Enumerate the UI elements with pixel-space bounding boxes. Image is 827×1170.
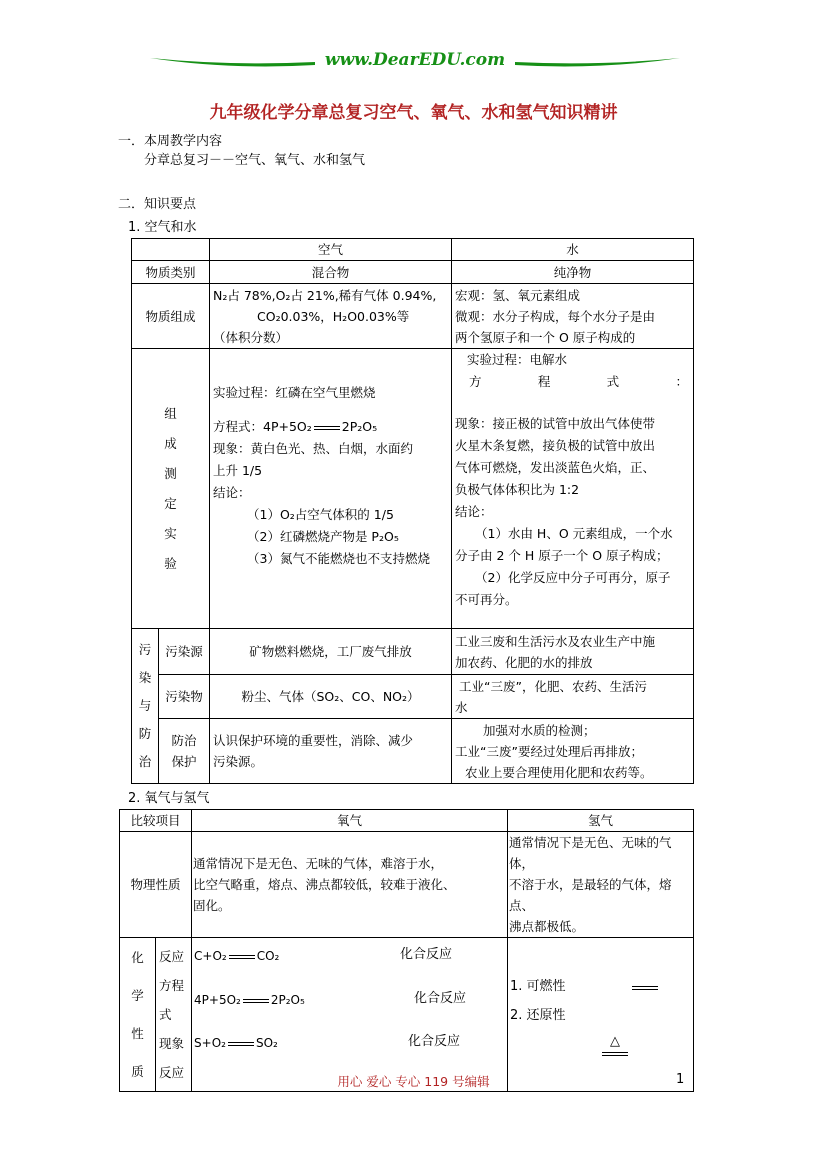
water-eq-char: ： xyxy=(675,374,688,389)
o2-phys-line2: 比空气略重，熔点、沸点都较低，较难于液化、 xyxy=(193,877,456,892)
air-source: 矿物燃料燃烧，工厂废气排放 xyxy=(210,629,452,675)
equals-icon xyxy=(229,955,255,959)
water-protect-line2: 工业“三废”要经过处理后再排放； xyxy=(455,743,643,759)
exp-label-char: 验 xyxy=(164,555,177,571)
page-number: 1 xyxy=(676,1072,685,1087)
equals-icon xyxy=(228,1042,254,1046)
site-logo xyxy=(150,48,680,78)
equals-icon xyxy=(632,986,658,990)
row-label-experiment xyxy=(132,349,210,629)
pollution-label-char: 染 xyxy=(138,670,152,685)
water-exp-conclusion: 结论： xyxy=(455,504,493,519)
water-eq-char: 式 xyxy=(606,374,620,389)
water-source-line2: 加农药、化肥的水的排放 xyxy=(455,654,593,670)
r2-type: 化合反应 xyxy=(414,991,467,1006)
oxygen-hydrogen-table xyxy=(119,809,694,1092)
equals-icon xyxy=(602,1052,628,1056)
header-compare: 比较项目 xyxy=(120,810,192,832)
air-pollutant: 粉尘、气体（SO₂、CO、NO₂） xyxy=(210,675,452,719)
water-source xyxy=(452,629,694,675)
air-eq-left: 方程式：4P+5O₂ xyxy=(213,419,312,434)
pollution-label-char: 污 xyxy=(138,642,152,657)
water-exp-c3: （2）化学反应中分子可再分，原子 xyxy=(475,570,671,585)
header-air: 空气 xyxy=(210,239,452,261)
water-exp-equation xyxy=(455,371,690,393)
r3-type: 化合反应 xyxy=(408,1034,461,1049)
o2-reaction-2 xyxy=(194,990,305,1011)
water-exp-phenomenon-1: 现象：接正极的试管中放出气体使带 xyxy=(455,416,656,431)
equals-icon xyxy=(314,426,340,430)
air-exp-phenomenon-2: 上升 1/5 xyxy=(213,463,263,478)
r1-left: C+O₂ xyxy=(194,949,227,963)
subsection-1-heading: 1. 空气和水 xyxy=(128,220,197,235)
o2-reaction-1 xyxy=(194,946,279,967)
water-protect-line3: 农业上要合理使用化肥和农药等。 xyxy=(465,764,653,780)
air-protect-line1: 认识保护环境的重要性，消除、减少 xyxy=(213,733,414,748)
chem-sub-char: 现象 xyxy=(159,1036,185,1051)
pollution-label-char: 治 xyxy=(138,754,152,769)
water-exp-c2: 分子由 2 个 H 原子一个 O 原子构成； xyxy=(455,548,669,563)
label-source: 污染源 xyxy=(159,629,210,675)
water-exp-phenomenon-3: 气体可燃烧，发出淡蓝色火焰，正、 xyxy=(455,460,656,475)
header-water: 水 xyxy=(452,239,694,261)
heat-triangle-icon: △ xyxy=(610,1034,621,1049)
water-protect-line1: 加强对水质的检测； xyxy=(483,722,596,738)
water-pollutant xyxy=(452,675,694,719)
air-exp-equation xyxy=(213,416,448,438)
air-experiment xyxy=(210,349,452,629)
exp-label-char: 成 xyxy=(164,435,177,451)
chem-sub-char: 反应 xyxy=(159,1065,185,1080)
water-experiment xyxy=(452,349,694,629)
air-exp-conclusion: 结论： xyxy=(213,485,251,500)
water-exp-c4: 不可再分。 xyxy=(455,592,518,607)
o2-reaction-3 xyxy=(194,1033,278,1054)
section-1-heading: 一．本周教学内容 xyxy=(118,134,223,149)
pollution-label-char: 防 xyxy=(138,726,152,741)
exp-label-char: 组 xyxy=(164,405,177,421)
footer-text: 用心 爱心 专心 119 号编辑 xyxy=(337,1074,490,1089)
water-comp-line3: 两个氢原子和一个 O 原子构成的 xyxy=(455,329,636,345)
water-exp-process: 实验过程：电解水 xyxy=(467,352,568,367)
chem-label-char: 学 xyxy=(131,987,144,1003)
water-eq-char: 程 xyxy=(537,374,551,389)
water-eq-char: 方 xyxy=(469,374,482,389)
air-comp-line2: CO₂0.03%，H₂O0.03%等 xyxy=(257,308,410,324)
air-exp-c2: （2）红磷燃烧产物是 P₂O₅ xyxy=(247,529,399,544)
chem-sub-label xyxy=(156,938,192,1092)
pollution-label-char: 与 xyxy=(138,698,152,713)
oxygen-chemical xyxy=(192,938,508,1092)
chem-sub-char: 方程 xyxy=(159,978,185,993)
water-exp-c1: （1）水由 H、O 元素组成，一个水 xyxy=(475,526,673,541)
r2-left: 4P+5O₂ xyxy=(194,993,241,1007)
chem-sub-char: 式 xyxy=(159,1007,172,1022)
row-label-pollution xyxy=(132,629,159,784)
water-comp-line1: 宏观：氢、氧元素组成 xyxy=(455,287,581,303)
water-protect xyxy=(452,719,694,784)
protect-label-line2: 保护 xyxy=(171,754,197,769)
exp-label-char: 实 xyxy=(164,525,177,541)
r1-right: CO₂ xyxy=(256,949,280,963)
water-pollutant-line1: 工业“三废”，化肥、农药、生活污 xyxy=(459,678,647,694)
water-type: 纯净物 xyxy=(452,261,694,284)
water-exp-phenomenon-2: 火星木条复燃，接负极的试管中放出 xyxy=(455,438,656,453)
air-exp-phenomenon-1: 现象：黄白色光、热、白烟，水面约 xyxy=(213,441,414,456)
chem-label-char: 化 xyxy=(131,949,144,965)
oxygen-physical xyxy=(192,832,508,938)
air-composition xyxy=(210,284,452,349)
air-type: 混合物 xyxy=(210,261,452,284)
air-protect-line2: 污染源。 xyxy=(213,754,264,769)
r3-right: SO₂ xyxy=(255,1036,278,1050)
label-protect xyxy=(159,719,210,784)
r1-type: 化合反应 xyxy=(400,947,453,962)
r3-left: S+O₂ xyxy=(194,1036,226,1050)
exp-label-char: 定 xyxy=(164,495,177,511)
row-label-chemical xyxy=(120,938,156,1092)
hydrogen-chemical xyxy=(508,938,694,1092)
air-protect xyxy=(210,719,452,784)
header-oxygen: 氧气 xyxy=(192,810,508,832)
exp-label-char: 测 xyxy=(164,465,177,481)
air-comp-line3: （体积分数） xyxy=(213,329,289,345)
subsection-2-heading: 2. 氧气与氢气 xyxy=(128,791,210,806)
air-comp-line1: N₂占 78%,O₂占 21%,稀有气体 0.94%, xyxy=(213,287,437,303)
air-exp-c3: （3）氮气不能燃烧也不支持燃烧 xyxy=(247,551,430,566)
row-label-composition: 物质组成 xyxy=(132,284,210,349)
water-source-line1: 工业三废和生活污水及农业生产中施 xyxy=(455,633,656,649)
section-1-content: 分章总复习－－空气、氧气、水和氢气 xyxy=(144,153,366,168)
water-composition xyxy=(452,284,694,349)
h2-phys-line2: 不溶于水，是最轻的气体，熔点、 xyxy=(509,877,672,913)
water-exp-phenomenon-4: 负极气体体积比为 1:2 xyxy=(455,482,580,497)
protect-label-line1: 防治 xyxy=(171,733,197,748)
row-label-type: 物质类别 xyxy=(132,261,210,284)
h2-phys-line1: 通常情况下是无色、无味的气体， xyxy=(509,835,672,871)
header-empty-cell xyxy=(132,239,210,261)
h2-property-1: 1. 可燃性 xyxy=(510,979,566,994)
air-water-table xyxy=(131,238,694,784)
air-exp-c1: （1）O₂占空气体积的 1/5 xyxy=(247,507,394,522)
r2-right: 2P₂O₅ xyxy=(270,993,305,1007)
row-label-physical: 物理性质 xyxy=(120,832,192,938)
air-exp-process: 实验过程：红磷在空气里燃烧 xyxy=(213,385,376,400)
h2-phys-line3: 沸点都极低。 xyxy=(509,919,585,934)
o2-phys-line3: 固化。 xyxy=(193,898,231,913)
chem-sub-char: 反应 xyxy=(159,949,185,964)
water-comp-line2: 微观：水分子构成，每个水分子是由 xyxy=(455,308,656,324)
label-pollutant: 污染物 xyxy=(159,675,210,719)
water-pollutant-line2: 水 xyxy=(455,699,468,715)
chem-label-char: 质 xyxy=(131,1063,144,1079)
equals-icon xyxy=(243,999,269,1003)
hydrogen-physical xyxy=(508,832,694,938)
o2-phys-line1: 通常情况下是无色、无味的气体，难溶于水， xyxy=(193,856,444,871)
section-2-heading: 二．知识要点 xyxy=(118,197,197,212)
header-hydrogen: 氢气 xyxy=(508,810,694,832)
document-title: 九年级化学分章总复习空气、氧气、水和氢气知识精讲 xyxy=(209,103,618,123)
h2-property-2: 2. 还原性 xyxy=(510,1008,566,1023)
chem-label-char: 性 xyxy=(131,1025,144,1041)
air-eq-right: 2P₂O₅ xyxy=(341,419,378,434)
logo-text: www.DearEDU.com xyxy=(324,50,506,70)
